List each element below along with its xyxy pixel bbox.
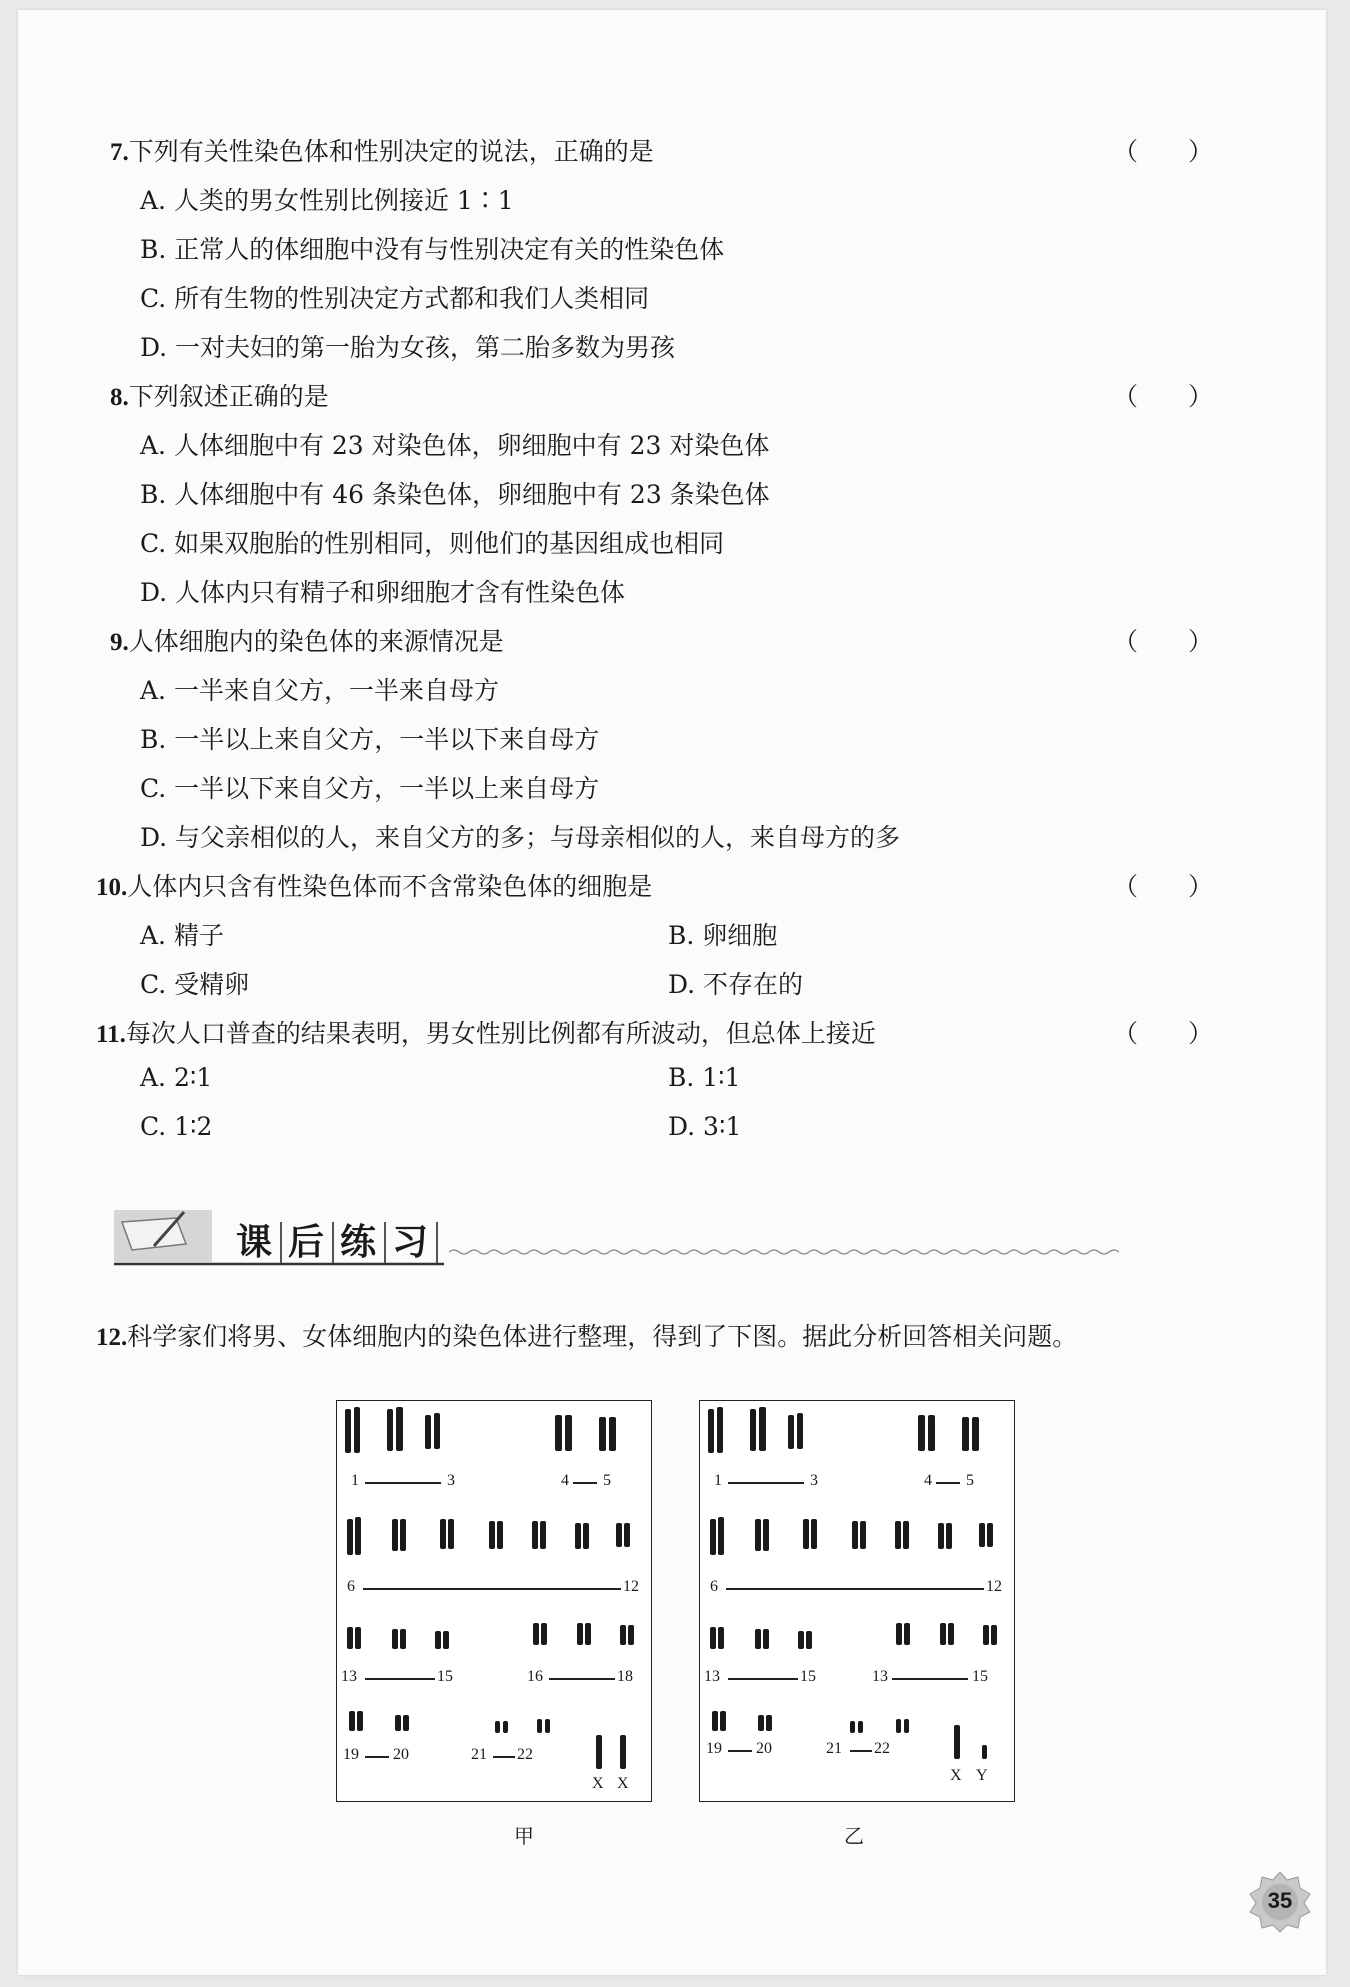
question-7-stem: 7.下列有关性染色体和性别决定的说法，正确的是 [110, 137, 654, 166]
question-9-stem: 9.人体细胞内的染色体的来源情况是 [110, 627, 504, 656]
question-11-option-a: A. 2∶1 [140, 1063, 213, 1092]
figure-caption-jia: 甲 [514, 1824, 534, 1848]
section-title: 课 后 练 习 [230, 1214, 438, 1265]
karyotype-jia-group-line-1-3 [365, 1482, 441, 1484]
question-8-answer-bracket: （ ） [1113, 382, 1214, 411]
karyotype-jia-group-line-13-15 [365, 1678, 435, 1680]
label: 12 [986, 1578, 1002, 1595]
label-sex-chromosome: Y [976, 1767, 988, 1784]
question-10-option-b: B. 卵细胞 [668, 921, 778, 950]
question-8-stem: 8.下列叙述正确的是 [110, 382, 329, 411]
karyotype-yi-group-line-19-20 [728, 1750, 752, 1752]
karyotype-figure-yi [699, 1400, 1015, 1802]
question-9-option-c: C. 一半以下来自父方，一半以上来自母方 [140, 774, 600, 803]
karyotype-yi-group-line-21-22 [850, 1750, 872, 1752]
karyotype-yi-group-line-13-15b [892, 1678, 968, 1680]
karyotype-jia-group-line-19-20 [365, 1756, 389, 1758]
question-7-answer-bracket: （ ） [1113, 137, 1214, 166]
karyotype-jia-group-line-16-18 [549, 1678, 615, 1680]
question-9-option-a: A. 一半来自父方，一半来自母方 [140, 676, 499, 705]
label: 3 [447, 1472, 455, 1489]
karyotype-yi-group-line-6-12 [726, 1588, 984, 1590]
karyotype-yi-chromosomes [700, 1401, 1014, 1801]
karyotype-yi-group-line-13-15 [728, 1678, 798, 1680]
page-number-badge [1248, 1870, 1312, 1934]
label: 20 [756, 1740, 772, 1757]
figure-caption-yi: 乙 [844, 1824, 864, 1848]
section-header-after-class-exercise [114, 1200, 1229, 1270]
karyotype-jia-chromosomes [337, 1401, 651, 1801]
label: 1 [351, 1472, 359, 1489]
question-10-option-a: A. 精子 [140, 921, 224, 950]
label: 4 [561, 1472, 569, 1489]
label: 13 [704, 1668, 720, 1685]
workbook-page [18, 10, 1326, 1975]
question-11-option-c: C. 1∶2 [140, 1112, 213, 1141]
label: 6 [710, 1578, 718, 1595]
question-8-option-a: A. 人体细胞中有 23 对染色体，卵细胞中有 23 对染色体 [140, 431, 770, 460]
karyotype-jia-group-line-21-22 [493, 1756, 515, 1758]
question-7-option-b: B. 正常人的体细胞中没有与性别决定有关的性染色体 [140, 235, 725, 264]
label: 20 [393, 1746, 409, 1763]
karyotype-yi-group-line-1-3 [728, 1482, 804, 1484]
label-sex-chromosome: X [617, 1775, 629, 1792]
question-8-option-c: C. 如果双胞胎的性别相同，则他们的基因组成也相同 [140, 529, 725, 558]
label: 22 [517, 1746, 533, 1763]
label: 18 [617, 1668, 633, 1685]
label: 19 [343, 1746, 359, 1763]
label: 3 [810, 1472, 818, 1489]
question-10-stem: 10.人体内只含有性染色体而不含常染色体的细胞是 [96, 872, 653, 901]
label: 15 [972, 1668, 988, 1685]
question-8-option-b: B. 人体细胞中有 46 条染色体，卵细胞中有 23 条染色体 [140, 480, 770, 509]
question-7-option-a: A. 人类的男女性别比例接近 1∶1 [140, 186, 514, 215]
question-7-option-c: C. 所有生物的性别决定方式都和我们人类相同 [140, 284, 650, 313]
label: 19 [706, 1740, 722, 1757]
question-11-option-d: D. 3∶1 [668, 1112, 742, 1141]
label: 21 [471, 1746, 487, 1763]
question-7-option-d: D. 一对夫妇的第一胎为女孩，第二胎多数为男孩 [140, 333, 676, 362]
label: 5 [603, 1472, 611, 1489]
label-sex-chromosome: X [592, 1775, 604, 1792]
question-9-option-d: D. 与父亲相似的人，来自父方的多；与母亲相似的人，来自母方的多 [140, 823, 901, 852]
question-11-stem: 11.每次人口普查的结果表明，男女性别比例都有所波动，但总体上接近 [96, 1019, 876, 1048]
question-10-answer-bracket: （ ） [1113, 872, 1214, 901]
label: 6 [347, 1578, 355, 1595]
question-9-option-b: B. 一半以上来自父方，一半以下来自母方 [140, 725, 600, 754]
label: 13 [341, 1668, 357, 1685]
karyotype-yi-group-line-4-5 [936, 1482, 960, 1484]
label-sex-chromosome: X [950, 1767, 962, 1784]
question-11-answer-bracket: （ ） [1113, 1019, 1214, 1048]
label: 13 [872, 1668, 888, 1685]
question-10-option-c: C. 受精卵 [140, 970, 250, 999]
karyotype-jia-group-line-4-5 [573, 1482, 597, 1484]
question-10-option-d: D. 不存在的 [668, 970, 804, 999]
question-11-option-b: B. 1∶1 [668, 1063, 741, 1092]
label: 5 [966, 1472, 974, 1489]
question-9-answer-bracket: （ ） [1113, 627, 1214, 656]
label: 15 [437, 1668, 453, 1685]
karyotype-jia-group-line-6-12 [363, 1588, 621, 1590]
label: 21 [826, 1740, 842, 1757]
label: 1 [714, 1472, 722, 1489]
label: 12 [623, 1578, 639, 1595]
label: 22 [874, 1740, 890, 1757]
karyotype-figure-jia [336, 1400, 652, 1802]
question-8-option-d: D. 人体内只有精子和卵细胞才含有性染色体 [140, 578, 626, 607]
label: 4 [924, 1472, 932, 1489]
label: 15 [800, 1668, 816, 1685]
question-12-stem: 12.科学家们将男、女体细胞内的染色体进行整理，得到了下图。据此分析回答相关问题。 [96, 1322, 1078, 1351]
label: 16 [527, 1668, 543, 1685]
page-number: 35 [1267, 1888, 1293, 1913]
